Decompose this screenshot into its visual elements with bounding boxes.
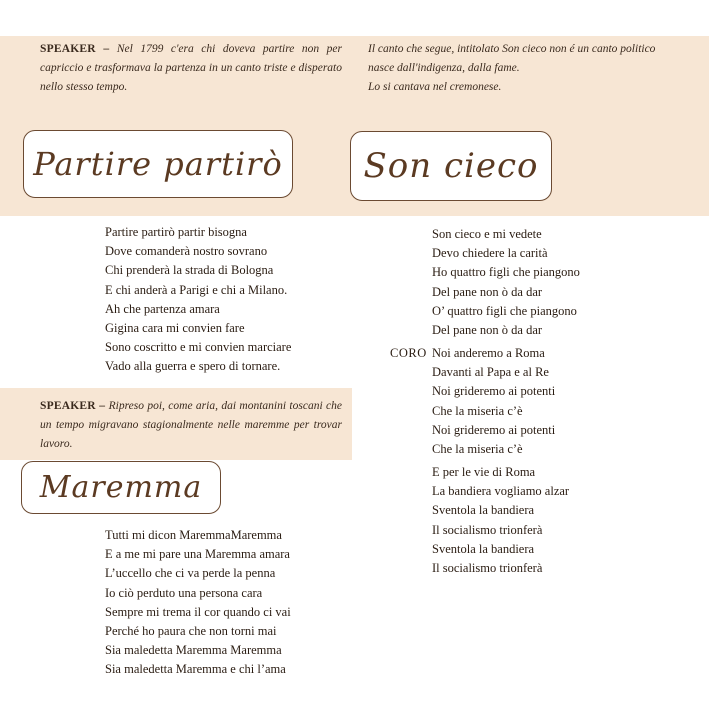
lyric-line: E per le vie di Roma bbox=[432, 465, 536, 479]
song-title-maremma: Maremma bbox=[39, 470, 203, 505]
lyric-line: La bandiera vogliamo alzar bbox=[432, 484, 570, 499]
lyric-line: E a me mi pare una Maremma amara bbox=[105, 547, 290, 562]
title-box-partire bbox=[23, 130, 293, 198]
speaker-label: SPEAKER – bbox=[40, 43, 110, 55]
lyric-line: Chi prenderà la strada di Bologna bbox=[105, 263, 274, 278]
lyrics-partire bbox=[105, 223, 291, 377]
speaker-label: SPEAKER – bbox=[40, 400, 106, 412]
lyrics-son-cieco-coro bbox=[432, 344, 555, 459]
speaker-intro-left bbox=[40, 40, 342, 97]
lyric-line: Noi grideremo ai potenti bbox=[432, 384, 556, 399]
lyric-line: Sempre mi trema il cor quando ci vai bbox=[105, 604, 291, 619]
lyric-line: Il socialismo trionferà bbox=[432, 561, 543, 576]
lyric-line: Tutti mi dicon MaremmaMaremma bbox=[105, 528, 282, 542]
intro-right-note bbox=[368, 40, 688, 97]
lyric-line: Che la miseria c’è bbox=[432, 403, 523, 418]
lyric-line: Del pane non ò da dar bbox=[432, 323, 543, 338]
lyric-line: Noi anderemo a Roma bbox=[432, 346, 545, 360]
lyric-line: Devo chiedere la carità bbox=[432, 246, 548, 261]
lyric-line: O’ quattro figli che piangono bbox=[432, 303, 577, 318]
lyric-line: Sventola la bandiera bbox=[432, 541, 535, 556]
lyric-line: Ah che partenza amara bbox=[105, 301, 220, 316]
lyric-line: E chi anderà a Parigi e chi a Milano. bbox=[105, 282, 288, 297]
lyric-line: Del pane non ò da dar bbox=[432, 284, 543, 299]
lyric-line: Sia maledetta Maremma e chi l’ama bbox=[105, 662, 286, 677]
lyrics-son-cieco-end bbox=[432, 463, 569, 578]
lyric-line: Son cieco e mi vedete bbox=[432, 227, 542, 241]
lyric-line: Sono coscritto e mi convien marciare bbox=[105, 340, 292, 355]
lyric-line: Gigina cara mi convien fare bbox=[105, 321, 245, 336]
lyric-line: Perché ho paura che non torni mai bbox=[105, 624, 277, 639]
note-line: Lo si cantava nel cremonese. bbox=[368, 81, 502, 93]
lyric-line: Noi grideremo ai potenti bbox=[432, 422, 556, 437]
lyric-line: Il socialismo trionferà bbox=[432, 522, 543, 537]
lyric-line: Ho quattro figli che piangono bbox=[432, 265, 580, 280]
lyric-line: Dove comanderà nostro sovrano bbox=[105, 244, 268, 259]
note-line: Il canto che segue, intitolato Son cieco non é un canto politico bbox=[368, 43, 656, 55]
title-box-son-cieco bbox=[350, 131, 552, 201]
song-title-son-cieco: Son cieco bbox=[363, 146, 539, 186]
speaker-text: Ripreso poi, come aria, dai montanini toscani che un tempo migravano stagionalmente nelle maremme per trovar lavoro. bbox=[40, 400, 342, 450]
lyric-line: Partire partirò partir bisogna bbox=[105, 225, 247, 239]
lyric-line: Davanti al Papa e al Re bbox=[432, 365, 549, 380]
speaker-intro-mid bbox=[40, 397, 342, 454]
lyric-line: Vado alla guerra e spero di tornare. bbox=[105, 359, 281, 374]
lyrics-son-cieco-verse bbox=[432, 225, 580, 340]
lyric-line: L’uccello che ci va perde la penna bbox=[105, 566, 276, 581]
lyric-line: Sia maledetta Maremma Maremma bbox=[105, 643, 282, 658]
lyric-line: Io ciò perduto una persona cara bbox=[105, 585, 263, 600]
coro-label: CORO bbox=[390, 346, 427, 360]
lyric-line: Sventola la bandiera bbox=[432, 503, 535, 518]
lyrics-maremma bbox=[105, 526, 291, 680]
lyric-line: Che la miseria c’è bbox=[432, 442, 523, 457]
song-title-partire: Partire partirò bbox=[33, 145, 283, 183]
speaker-text: Nel 1799 c'era chi doveva partire non per capriccio e trasformava la partenza in un canto triste e disperato nello stesso tempo. bbox=[40, 43, 343, 93]
note-line: nasce dall'indigenza, dalla fame. bbox=[368, 62, 520, 74]
title-box-maremma bbox=[21, 461, 221, 514]
